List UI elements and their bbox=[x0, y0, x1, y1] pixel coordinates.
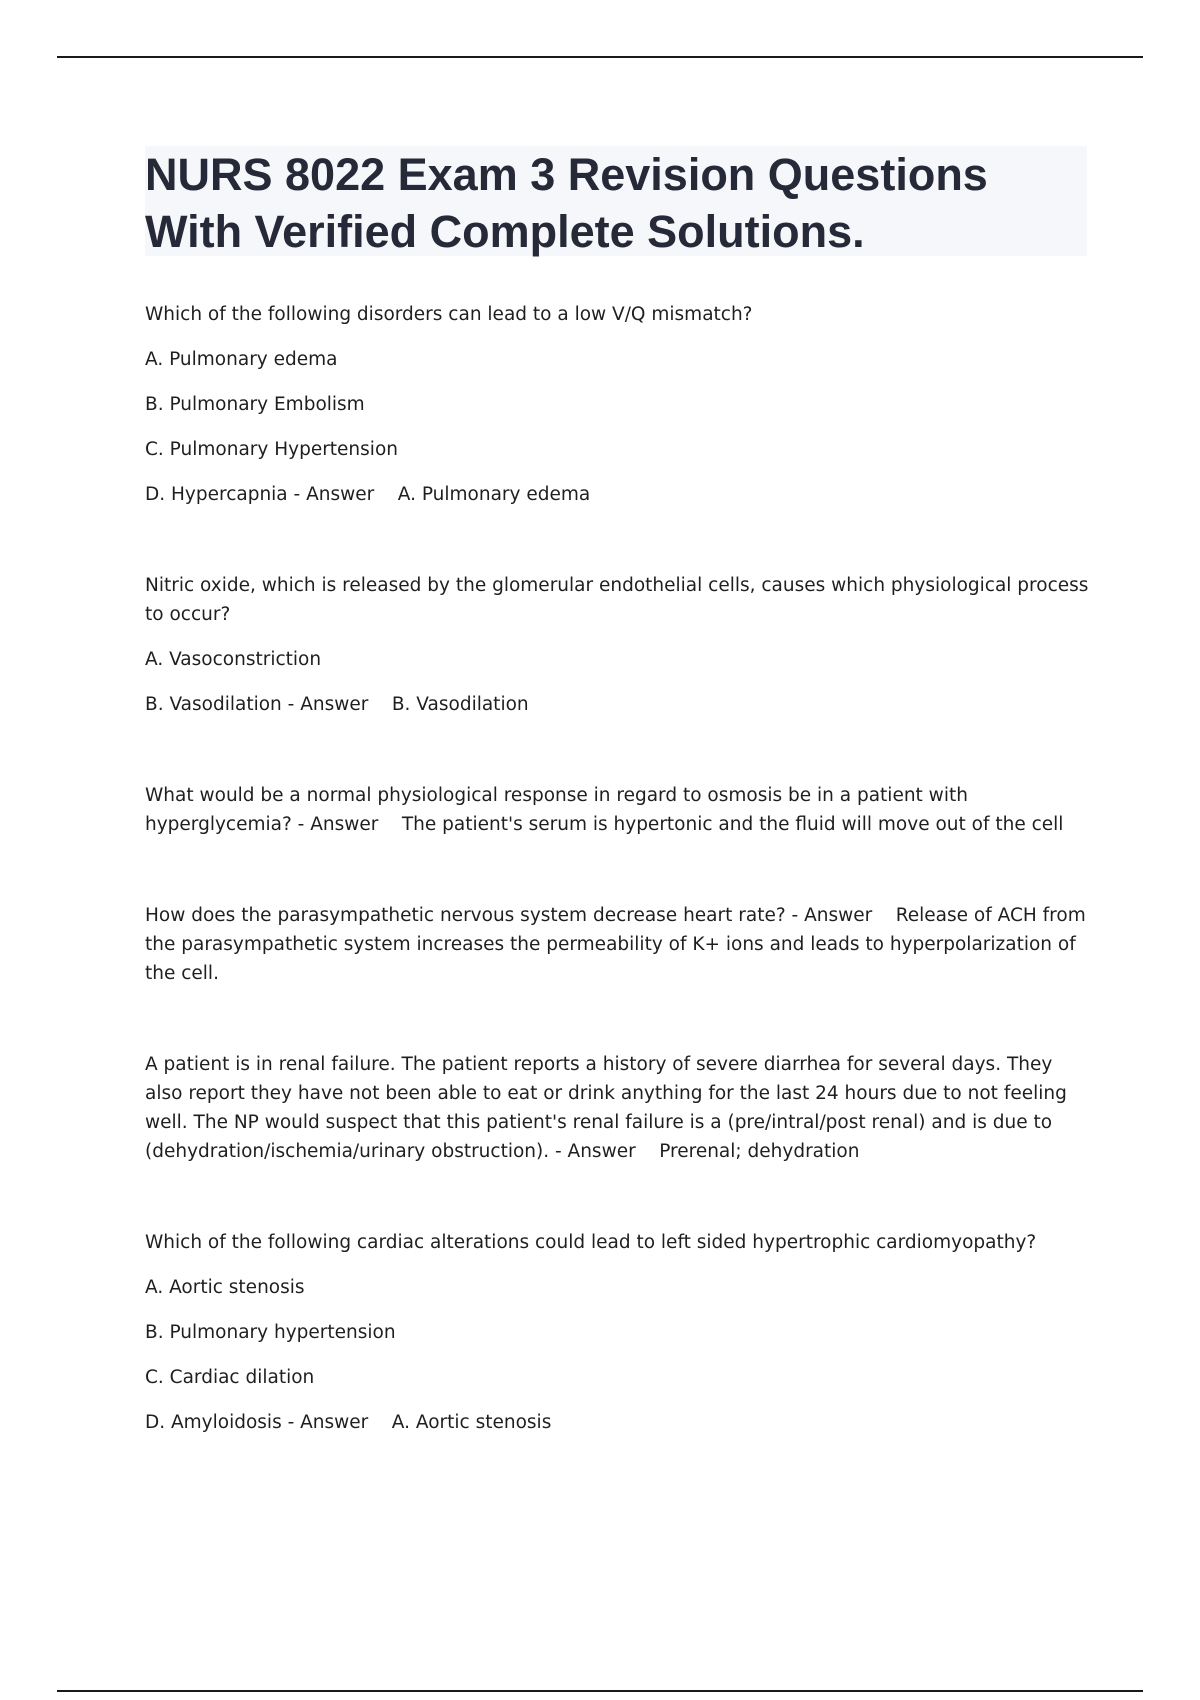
document-body bbox=[145, 300, 1095, 1453]
question-text: What would be a normal physiological response in regard to osmosis be in a patient with hyperglycemia? - Answer The patient's serum is hypertonic and the fluid will move out of the cell bbox=[145, 785, 1064, 835]
answer-option: B. Vasodilation - Answer B. Vasodilation bbox=[145, 694, 529, 715]
spacer bbox=[145, 855, 1090, 901]
question-text: How does the parasympathetic nervous system decrease heart rate? - Answer Release of ACH from the parasympathetic system increases the permeability of K+ ions and leads to hyperpolarization of the cell. bbox=[145, 905, 1092, 984]
answer-option: C. Pulmonary Hypertension bbox=[145, 439, 398, 460]
spacer bbox=[145, 525, 1090, 571]
spacer bbox=[145, 735, 1090, 781]
answer-option: B. Pulmonary Embolism bbox=[145, 394, 365, 415]
question-block bbox=[145, 1050, 1090, 1166]
spacer bbox=[145, 1004, 1090, 1050]
answer-option: B. Pulmonary hypertension bbox=[145, 1322, 396, 1343]
question-block bbox=[145, 901, 1090, 988]
question-block bbox=[145, 300, 1090, 509]
question-text: A patient is in renal failure. The patient reports a history of severe diarrhea for several days. They also report they have not been able to eat or drink anything for the last 24 hours due to not feeling well. The NP would suspect that this patient's renal failure is a (pre/intral/post renal) and is due to (dehydration/ischemia/urinary obstruction). - Answer Prerenal; dehydration bbox=[145, 1054, 1073, 1162]
answer-option: C. Cardiac dilation bbox=[145, 1367, 315, 1388]
answer-option: A. Aortic stenosis bbox=[145, 1277, 305, 1298]
question-block bbox=[145, 1228, 1090, 1437]
bottom-rule bbox=[57, 1690, 1143, 1692]
question-text: Which of the following disorders can lead to a low V/Q mismatch? bbox=[145, 304, 753, 325]
question-text: Nitric oxide, which is released by the glomerular endothelial cells, causes which physiological process to occur? bbox=[145, 575, 1095, 625]
document-title: NURS 8022 Exam 3 Revision Questions With Verified Complete Solutions. bbox=[145, 149, 988, 257]
top-rule bbox=[57, 56, 1143, 58]
answer-option: D. Hypercapnia - Answer A. Pulmonary edema bbox=[145, 484, 591, 505]
answer-option: A. Pulmonary edema bbox=[145, 349, 338, 370]
spacer bbox=[145, 1182, 1090, 1228]
answer-option: D. Amyloidosis - Answer A. Aortic stenosis bbox=[145, 1412, 552, 1433]
title-box bbox=[145, 146, 1087, 256]
answer-option: A. Vasoconstriction bbox=[145, 649, 322, 670]
question-block bbox=[145, 781, 1090, 839]
question-block bbox=[145, 571, 1095, 719]
question-text: Which of the following cardiac alterations could lead to left sided hypertrophic cardiomyopathy? bbox=[145, 1232, 1037, 1253]
